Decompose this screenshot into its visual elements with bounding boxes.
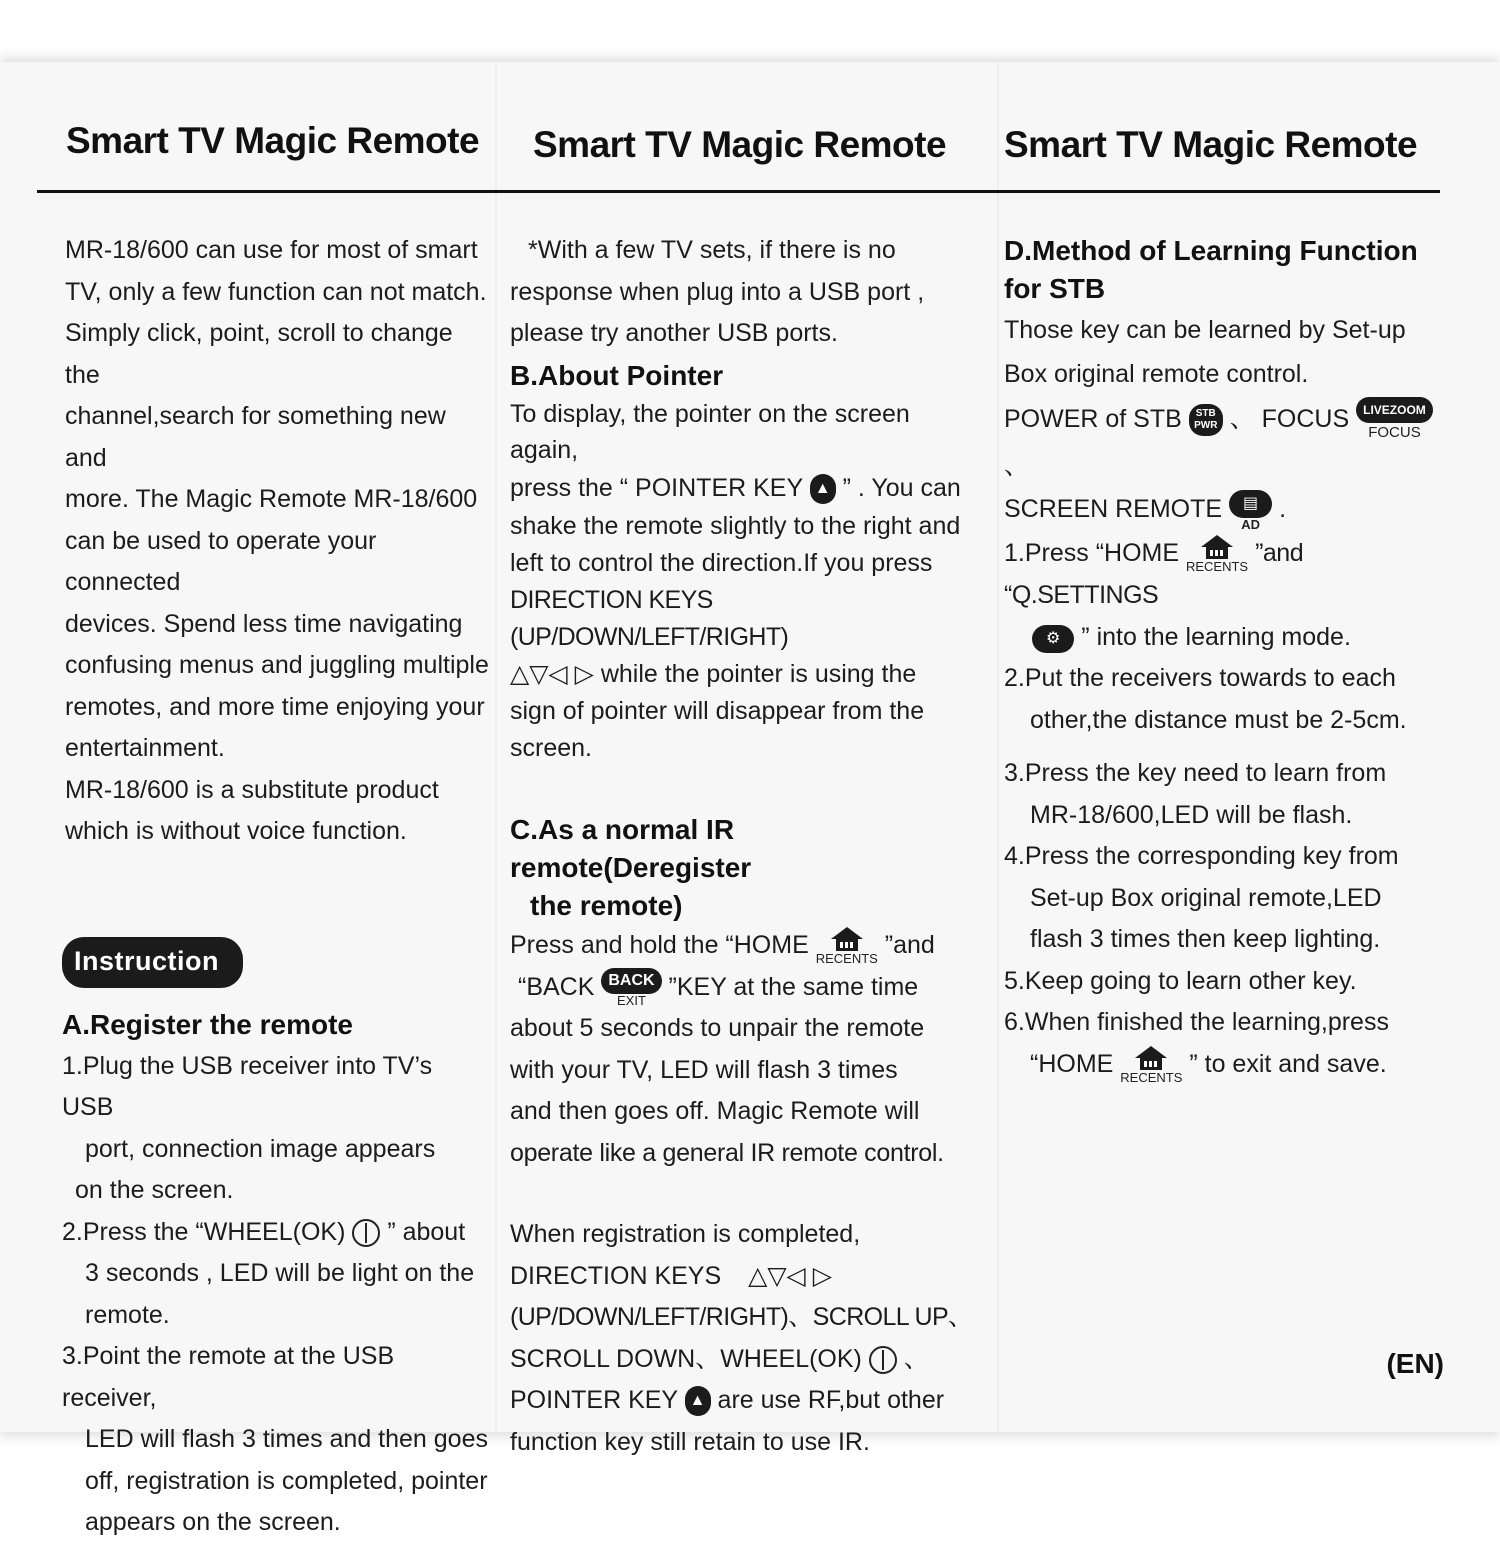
body-line — [510, 1339, 980, 1381]
step-line: on the screen. — [75, 1176, 234, 1204]
column-3 — [1004, 232, 1449, 1085]
exit-label: EXIT — [617, 992, 646, 1008]
step-line — [1004, 616, 1449, 658]
body-text: SCROLL DOWN、WHEEL(OK) — [510, 1344, 862, 1373]
intro-line: devices. Spend less time navigating — [65, 609, 463, 638]
intro-line: channel,search for something new and — [65, 402, 446, 472]
intro-line: confusing menus and juggling multiple — [65, 651, 489, 679]
column-1 — [62, 230, 490, 1544]
focus-key — [1356, 397, 1433, 443]
pointer-key-icon: ▲ — [810, 474, 836, 504]
step-line: remote. — [85, 1300, 170, 1329]
body-line — [510, 656, 980, 693]
step-line — [62, 1212, 490, 1254]
body-text: are use RF,but other — [717, 1386, 945, 1414]
step-text: 2.Press the “WHEEL(OK) — [62, 1217, 346, 1246]
body-line — [510, 925, 980, 967]
body-text: while the pointer is using the — [600, 660, 917, 688]
body-line: with your TV, LED will flash 3 times — [510, 1055, 898, 1084]
step-text: 1.Press “HOME — [1004, 538, 1180, 567]
body-line: left to control the direction.If you press — [510, 549, 933, 577]
step-line: Set-up Box original remote,LED — [1030, 883, 1382, 912]
step-line: 2.Put the receivers towards to each — [1004, 664, 1396, 693]
home-icon — [1200, 534, 1234, 560]
fold-line — [997, 62, 999, 1432]
fold-line — [495, 62, 497, 1432]
column-2 — [510, 230, 980, 1463]
step-line: 3.Point the remote at the USB receiver, — [62, 1342, 395, 1412]
back-icon: BACK — [601, 968, 661, 994]
body-text: ”KEY at the same time — [668, 972, 919, 1001]
body-line — [510, 967, 980, 1009]
home-key — [816, 926, 878, 966]
recents-label: RECENTS — [1120, 1070, 1183, 1086]
step-line: 1.Plug the USB receiver into TV’s USB — [62, 1051, 433, 1121]
body-text: DIRECTION KEYS — [510, 1261, 722, 1290]
focus-label: FOCUS — [1368, 424, 1421, 442]
note-line: *With a few TV sets, if there is no — [528, 236, 896, 264]
recents-label: RECENTS — [815, 951, 878, 967]
screen-remote-key — [1229, 490, 1272, 532]
body-line: Those key can be learned by Set-up — [1004, 316, 1406, 344]
step-line — [1004, 1044, 1449, 1086]
intro-line: TV, only a few function can not match. — [65, 277, 487, 306]
body-text: POWER of STB — [1004, 405, 1182, 433]
step-text: ” about — [387, 1217, 466, 1246]
body-line: To display, the pointer on the screen again, — [510, 400, 910, 464]
intro-line: entertainment. — [65, 734, 225, 762]
step-line: MR-18/600,LED will be flash. — [1030, 800, 1353, 829]
step-line: flash 3 times then keep lighting. — [1030, 925, 1381, 954]
body-line — [510, 1380, 980, 1422]
livezoom-icon: LIVEZOOM — [1356, 397, 1433, 423]
step-line — [1004, 532, 1449, 616]
ad-label: AD — [1241, 516, 1260, 532]
page-title: Smart TV Magic Remote — [66, 120, 480, 161]
body-text: 、 — [1004, 452, 1030, 481]
body-line — [1004, 489, 1449, 531]
note-line: please try another USB ports. — [510, 319, 838, 347]
step-line: other,the distance must be 2-5cm. — [1030, 705, 1407, 734]
step-line: 5.Keep going to learn other key. — [1004, 966, 1357, 995]
section-c-title: the remote) — [530, 890, 683, 921]
body-text: 、 — [903, 1344, 929, 1373]
page-title: Smart TV Magic Remote — [1004, 124, 1418, 165]
step-line: 4.Press the corresponding key from — [1004, 842, 1399, 871]
step-line: appears on the screen. — [85, 1508, 341, 1536]
home-key — [1120, 1045, 1182, 1085]
note-line: response when plug into a USB port , — [510, 277, 925, 306]
body-text: “BACK — [518, 972, 595, 1001]
intro-line: Simply click, point, scroll to change the — [65, 319, 453, 389]
body-line: (UP/DOWN/LEFT/RIGHT)、SCROLL UP、 — [510, 1303, 973, 1331]
settings-icon: ⚙ — [1032, 625, 1074, 653]
stb-power-icon: STB PWR — [1189, 404, 1223, 436]
step-line: 3 seconds , LED will be light on the — [85, 1259, 475, 1287]
language-tag: (EN) — [1386, 1348, 1444, 1379]
body-text: press the “ POINTER KEY — [510, 474, 803, 502]
home-icon — [1134, 1045, 1168, 1071]
section-c-title: C.As a normal IR remote(Deregister — [510, 814, 752, 883]
body-line: screen. — [510, 734, 592, 762]
body-text: ”and — [884, 931, 935, 959]
intro-line: MR-18/600 can use for most of smart — [65, 236, 478, 264]
body-line — [510, 468, 980, 508]
step-text: ” into the learning mode. — [1081, 623, 1351, 652]
intro-line: more. The Magic Remote MR-18/600 — [65, 485, 478, 513]
page-title: Smart TV Magic Remote — [533, 124, 947, 165]
body-text: 、 FOCUS — [1229, 405, 1350, 433]
section-d-title: D.Method of Learning Function — [1004, 235, 1418, 266]
step-line: 6.When finished the learning,press — [1004, 1008, 1389, 1037]
body-line: DIRECTION KEYS (UP/DOWN/LEFT/RIGHT) — [510, 586, 789, 651]
body-text: SCREEN REMOTE — [1004, 495, 1223, 524]
section-a-title: A.Register the remote — [62, 1009, 353, 1040]
instruction-badge: Instruction — [62, 937, 243, 989]
body-text: ” . You can — [842, 474, 961, 502]
recents-label: RECENTS — [1185, 559, 1249, 575]
body-text: Press and hold the “HOME — [510, 931, 809, 959]
intro-line: which is without voice function. — [65, 817, 407, 845]
body-line: shake the remote slightly to the right and — [510, 512, 961, 540]
screen-remote-icon: ▤ — [1229, 490, 1272, 518]
body-line: Box original remote control. — [1004, 360, 1309, 388]
step-line: 3.Press the key need to learn from — [1004, 759, 1387, 788]
body-line: operate like a general IR remote control. — [510, 1138, 944, 1167]
pointer-key-icon: ▲ — [685, 1386, 711, 1416]
back-key — [601, 968, 661, 1008]
body-line: about 5 seconds to unpair the remote — [510, 1014, 925, 1042]
step-line: off, registration is completed, pointer — [85, 1466, 488, 1495]
intro-line: MR-18/600 is a substitute product — [65, 775, 439, 804]
step-text: “HOME — [1030, 1049, 1114, 1078]
step-text: ” to exit and save. — [1189, 1049, 1387, 1078]
body-text: POINTER KEY — [510, 1386, 678, 1414]
body-line: function key still retain to use IR. — [510, 1427, 870, 1456]
body-line: When registration is completed, — [510, 1220, 861, 1248]
wheel-icon — [869, 1346, 897, 1374]
section-b-title: B.About Pointer — [510, 359, 724, 391]
intro-line: remotes, and more time enjoying your — [65, 692, 485, 721]
step-text: ”and “Q.SETTINGS — [1004, 538, 1304, 610]
step-line: LED will flash 3 times and then goes — [85, 1425, 488, 1453]
wheel-icon — [352, 1219, 380, 1247]
direction-arrows-icon: △▽◁ ▷ — [510, 660, 594, 688]
section-d-title: for STB — [1004, 273, 1106, 304]
body-line — [1004, 396, 1449, 489]
body-text: . — [1279, 495, 1287, 524]
step-line: port, connection image appears — [85, 1134, 436, 1163]
intro-line: can be used to operate your connected — [65, 526, 377, 596]
home-icon — [830, 926, 864, 952]
body-line: and then goes off. Magic Remote will — [510, 1097, 920, 1125]
body-line — [510, 1256, 980, 1298]
direction-arrows-icon: △▽◁ ▷ — [748, 1261, 832, 1290]
home-key — [1186, 534, 1248, 574]
body-line: sign of pointer will disappear from the — [510, 697, 925, 725]
header-divider — [37, 190, 1440, 193]
